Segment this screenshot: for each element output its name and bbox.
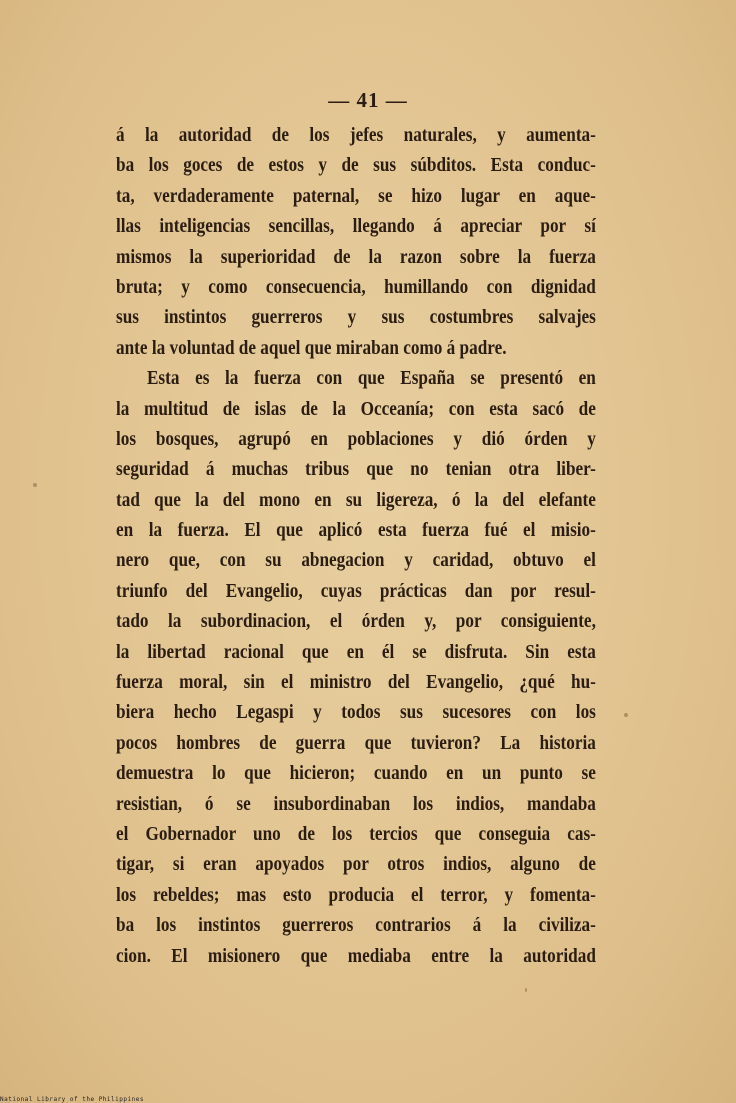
text-line: en la fuerza. El que aplicó esta fuerza fué el misio- bbox=[116, 519, 596, 542]
text-line: resistian, ó se insubordinaban los indios, mandaba bbox=[116, 792, 596, 815]
paper-speck bbox=[624, 713, 628, 717]
library-credit: National Library of the Philippines bbox=[0, 1096, 144, 1103]
paper-speck bbox=[525, 988, 527, 992]
text-line: fuerza moral, sin el ministro del Evangelio, ¿qué hu- bbox=[116, 671, 596, 694]
text-line: los rebeldes; mas esto producia el terror, y fomenta- bbox=[116, 883, 596, 906]
text-line: los bosques, agrupó en poblaciones y dió órden y bbox=[116, 427, 596, 450]
text-line: tad que la del mono en su ligereza, ó la del elefante bbox=[116, 488, 596, 511]
text-line: ba los instintos guerreros contrarios á la civiliza- bbox=[116, 914, 596, 937]
text-line: tado la subordinacion, el órden y, por consiguiente, bbox=[116, 610, 596, 633]
text-line: la libertad racional que en él se disfruta. Sin esta bbox=[116, 640, 596, 663]
text-line: Esta es la fuerza con que España se presentó en bbox=[146, 367, 596, 390]
page-number: — 41 — bbox=[328, 88, 408, 112]
text-line: tigar, si eran apoyados por otros indios, alguno de bbox=[116, 853, 596, 876]
text-line: seguridad á muchas tribus que no tenian otra liber- bbox=[116, 458, 596, 481]
text-line: el Gobernador uno de los tercios que conseguia cas- bbox=[116, 822, 596, 845]
text-line: biera hecho Legaspi y todos sus sucesores con los bbox=[116, 701, 596, 724]
paper-speck bbox=[33, 483, 37, 487]
text-line: ba los goces de estos y de sus súbditos. Esta conduc- bbox=[116, 154, 596, 177]
text-line: triunfo del Evangelio, cuyas prácticas dan por resul- bbox=[116, 579, 596, 602]
text-line: mismos la superioridad de la razon sobre la fuerza bbox=[116, 245, 596, 268]
body-text bbox=[116, 120, 596, 971]
text-line: demuestra lo que hicieron; cuando en un punto se bbox=[116, 762, 596, 785]
text-line: ante la voluntad de aquel que miraban como á padre. bbox=[116, 336, 507, 359]
text-line: á la autoridad de los jefes naturales, y aumenta- bbox=[116, 124, 596, 146]
text-line: cion. El misionero que mediaba entre la autoridad bbox=[116, 944, 596, 967]
text-line: pocos hombres de guerra que tuvieron? La historia bbox=[116, 731, 596, 754]
text-line: nero que, con su abnegacion y caridad, obtuvo el bbox=[116, 549, 596, 572]
text-line: llas inteligencias sencillas, llegando á apreciar por sí bbox=[116, 215, 596, 238]
text-line: la multitud de islas de la Occeanía; con esta sacó de bbox=[116, 397, 596, 420]
text-line: bruta; y como consecuencia, humillando con dignidad bbox=[116, 275, 596, 298]
text-line: ta, verdaderamente paternal, se hizo lugar en aque- bbox=[116, 184, 596, 207]
text-line: sus instintos guerreros y sus costumbres salvajes bbox=[116, 306, 596, 329]
